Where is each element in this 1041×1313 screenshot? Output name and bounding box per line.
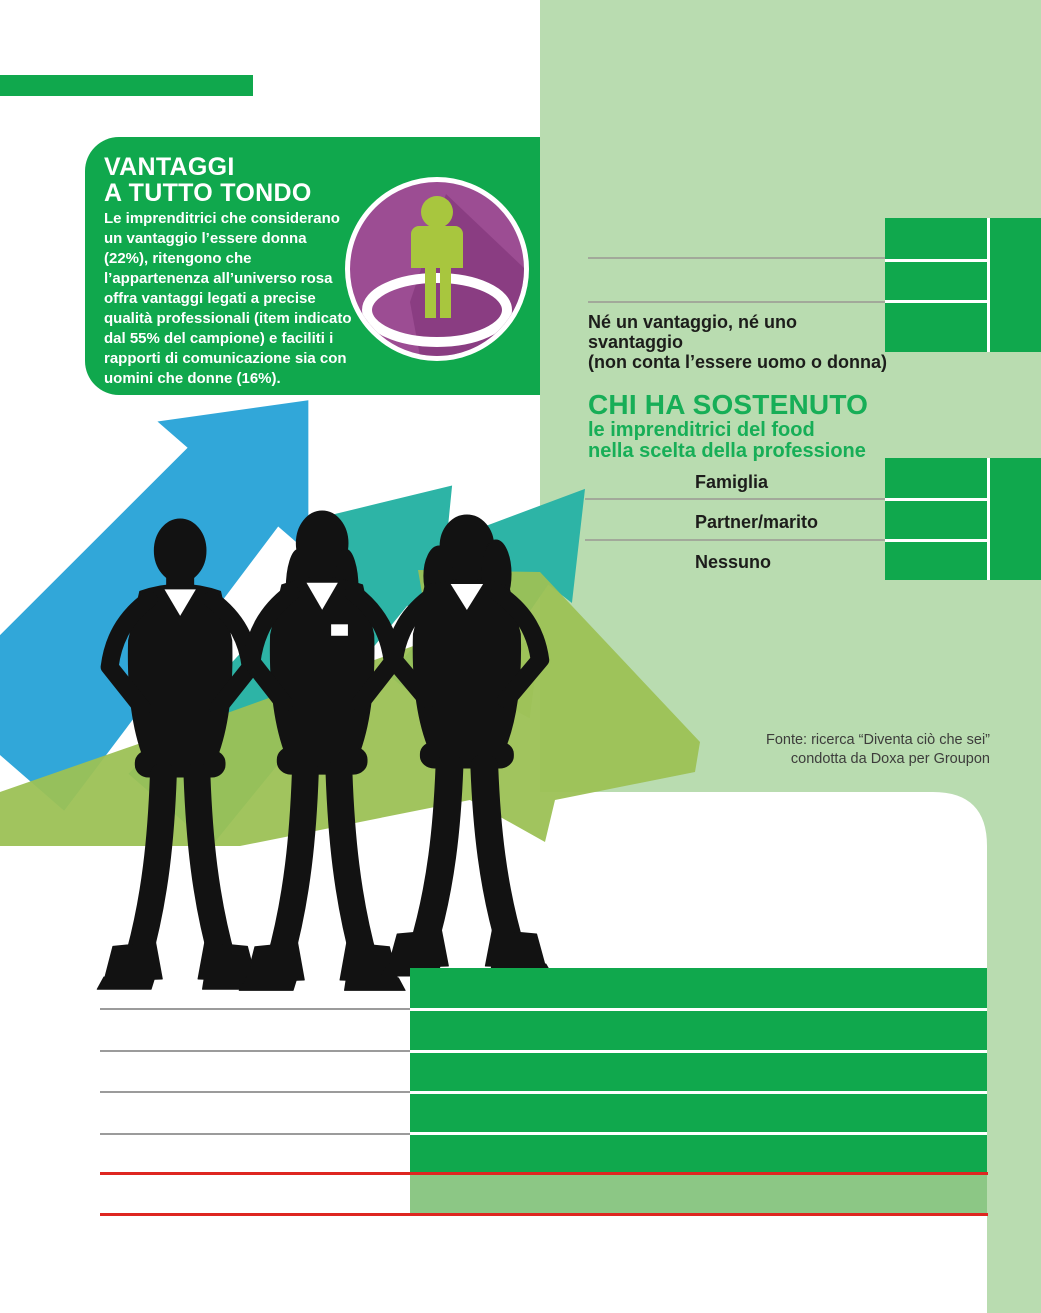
block-separator-line bbox=[410, 1050, 987, 1053]
vantaggi-title-line2: A TUTTO TONDO bbox=[104, 179, 312, 207]
bottom-leader-line bbox=[100, 1133, 410, 1135]
vantaggi-title-line1: VANTAGGI bbox=[104, 153, 235, 181]
support-bars bbox=[885, 458, 1041, 580]
bottom-leader-line bbox=[100, 1008, 410, 1010]
support-row-label: Nessuno bbox=[695, 552, 772, 572]
bar-separator-line bbox=[885, 259, 987, 262]
person-on-pedestal-icon bbox=[345, 177, 529, 361]
bar-edge-line bbox=[987, 458, 990, 580]
bar-separator-line bbox=[885, 539, 987, 542]
support-chart-subtitle bbox=[588, 420, 866, 462]
bottom-leader-line bbox=[100, 1091, 410, 1093]
vantaggi-box bbox=[85, 137, 540, 395]
red-separator-line-bottom bbox=[100, 1213, 988, 1216]
advantage-bars bbox=[885, 218, 1041, 352]
block-separator-line bbox=[410, 1091, 987, 1094]
bar-separator-line bbox=[885, 300, 987, 303]
advantage-row3-label-line2: (non conta l’essere uomo o donna) bbox=[588, 352, 888, 372]
bottom-leader-line bbox=[100, 1050, 410, 1052]
support-chart-title: CHI HA SOSTENUTO bbox=[588, 389, 869, 420]
advantage-row3-label-line1: Né un vantaggio, né uno svantaggio bbox=[588, 312, 798, 352]
support-chart-subtitle-line1: le imprenditrici del food bbox=[588, 419, 815, 441]
support-row-label: Famiglia bbox=[695, 472, 769, 492]
advantage-row2-line bbox=[588, 301, 885, 303]
green-accent-bar bbox=[0, 75, 253, 96]
block-separator-line bbox=[410, 1132, 987, 1135]
support-chart-subtitle-line2: nella scelta della professione bbox=[588, 440, 866, 462]
support-row-label: Partner/marito bbox=[695, 512, 819, 532]
bottom-translucent-block bbox=[410, 1175, 987, 1213]
source-line1: Fonte: ricerca “Diventa ciò che sei” bbox=[765, 732, 990, 748]
advantage-row1-line bbox=[588, 257, 885, 259]
vantaggi-body: Le imprenditrici che considerano un vantaggio l’essere donna (22%), ritengono che l’appartenenza all’universo rosa offra vantaggi legati a precise qualità professionali (item indicato dal 55% del campione) e faciliti i rapporti di comunicazione sia con uomini che donne (16%). bbox=[104, 210, 352, 387]
bar-separator-line bbox=[885, 498, 987, 501]
red-separator-line-top bbox=[100, 1172, 988, 1175]
advantage-row3-label bbox=[588, 312, 888, 372]
block-separator-line bbox=[410, 1008, 987, 1011]
vantaggi-title bbox=[104, 154, 312, 206]
source-note bbox=[690, 731, 990, 769]
source-line2: condotta da Doxa per Groupon bbox=[790, 751, 990, 767]
bottom-green-block bbox=[410, 968, 987, 1173]
bar-edge-line bbox=[987, 218, 990, 352]
